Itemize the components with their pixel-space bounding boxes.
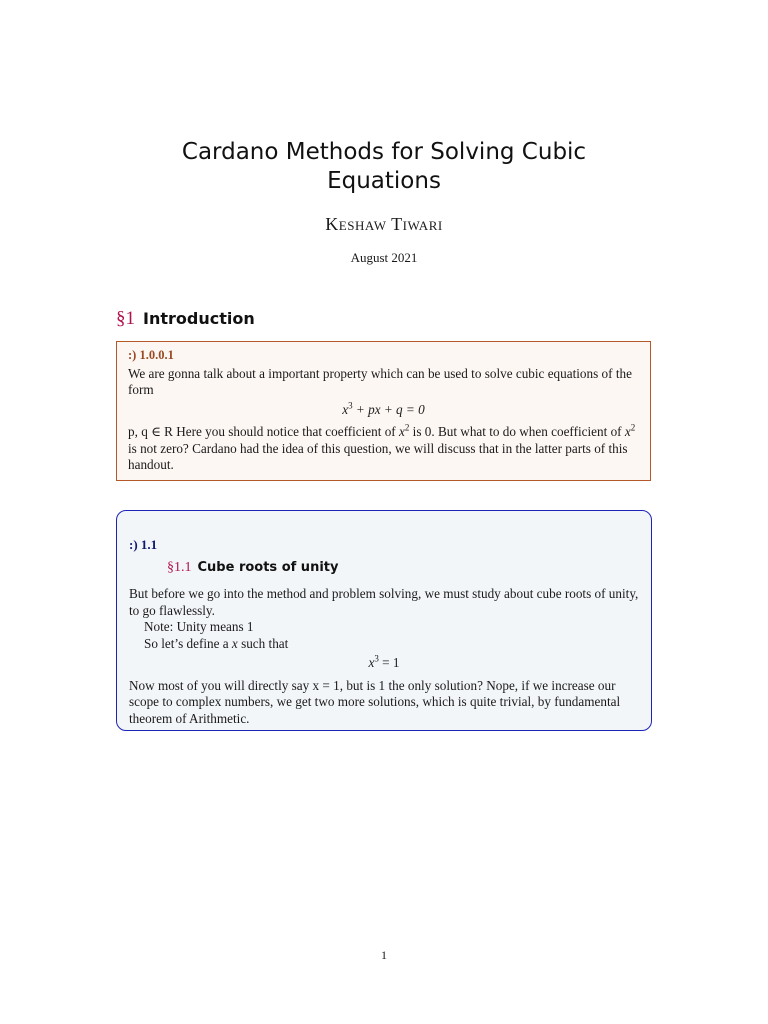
intro-callout-box xyxy=(116,341,651,481)
define-x-line xyxy=(129,636,639,653)
section-number: §1 xyxy=(116,308,135,329)
section-title: Introduction xyxy=(143,309,255,328)
unity-eq-var: x xyxy=(368,655,375,670)
cubic-equation xyxy=(128,402,639,419)
callout-label-2: :) 1.1 xyxy=(129,537,158,552)
define-part-a: So let’s define a xyxy=(144,635,232,651)
equation-rest: + px + q = 0 xyxy=(355,401,425,417)
unity-note: Note: Unity means 1 xyxy=(144,619,254,634)
unity-eq-rest: = 1 xyxy=(378,655,400,670)
title-line-2: Equations xyxy=(327,168,441,194)
equation-var: x xyxy=(342,401,349,417)
para2-part-a: p, q ∈ R Here you should notice that coefficient of xyxy=(128,424,400,439)
para2-var-2: x xyxy=(624,424,631,439)
para2-var: x xyxy=(399,424,405,439)
define-var: x xyxy=(231,635,238,651)
para2-part-b: is 0. But what to do when coefficient of xyxy=(409,424,625,439)
page-number: 1 xyxy=(381,948,387,962)
intro-paragraph-1: We are gonna talk about a important property which can be used to solve cubic equations of the form xyxy=(128,365,632,397)
section-heading-introduction xyxy=(116,308,255,330)
cube-roots-paragraph-2: Now most of you will directly say x = 1, but is 1 the only solution? Nope, if we increase our scope to complex numbers, we get two more solutions, which is quite trivial, by fundamental theorem of Arithmetic. xyxy=(129,677,621,726)
callout-label: :) 1.0.0.1 xyxy=(128,348,174,362)
title-line-1: Cardano Methods for Solving Cubic xyxy=(181,139,587,165)
publication-date: August 2021 xyxy=(350,250,418,265)
unity-equation xyxy=(129,655,639,672)
define-part-b: such that xyxy=(237,635,289,651)
cube-roots-paragraph-1: But before we go into the method and problem solving, we must study about cube roots of unity, to go flawlessly. xyxy=(129,586,639,618)
para2-exp: 2 xyxy=(404,422,410,433)
unity-eq-exponent: 3 xyxy=(374,653,379,664)
equation-exponent: 3 xyxy=(348,400,353,411)
document-title xyxy=(0,138,768,196)
author-name: Keshaw Tiwari xyxy=(325,214,443,234)
intro-paragraph-2 xyxy=(128,424,639,474)
cube-roots-callout-box xyxy=(116,510,652,731)
subsection-number: §1.1 xyxy=(167,559,192,575)
subsection-heading-cube-roots xyxy=(167,560,639,577)
subsection-title: Cube roots of unity xyxy=(197,559,339,575)
para2-part-c: is not zero? Cardano had the idea of this question, we will discuss that in the latter parts of this handout. xyxy=(128,440,628,472)
para2-exp-2: 2 xyxy=(630,422,636,433)
